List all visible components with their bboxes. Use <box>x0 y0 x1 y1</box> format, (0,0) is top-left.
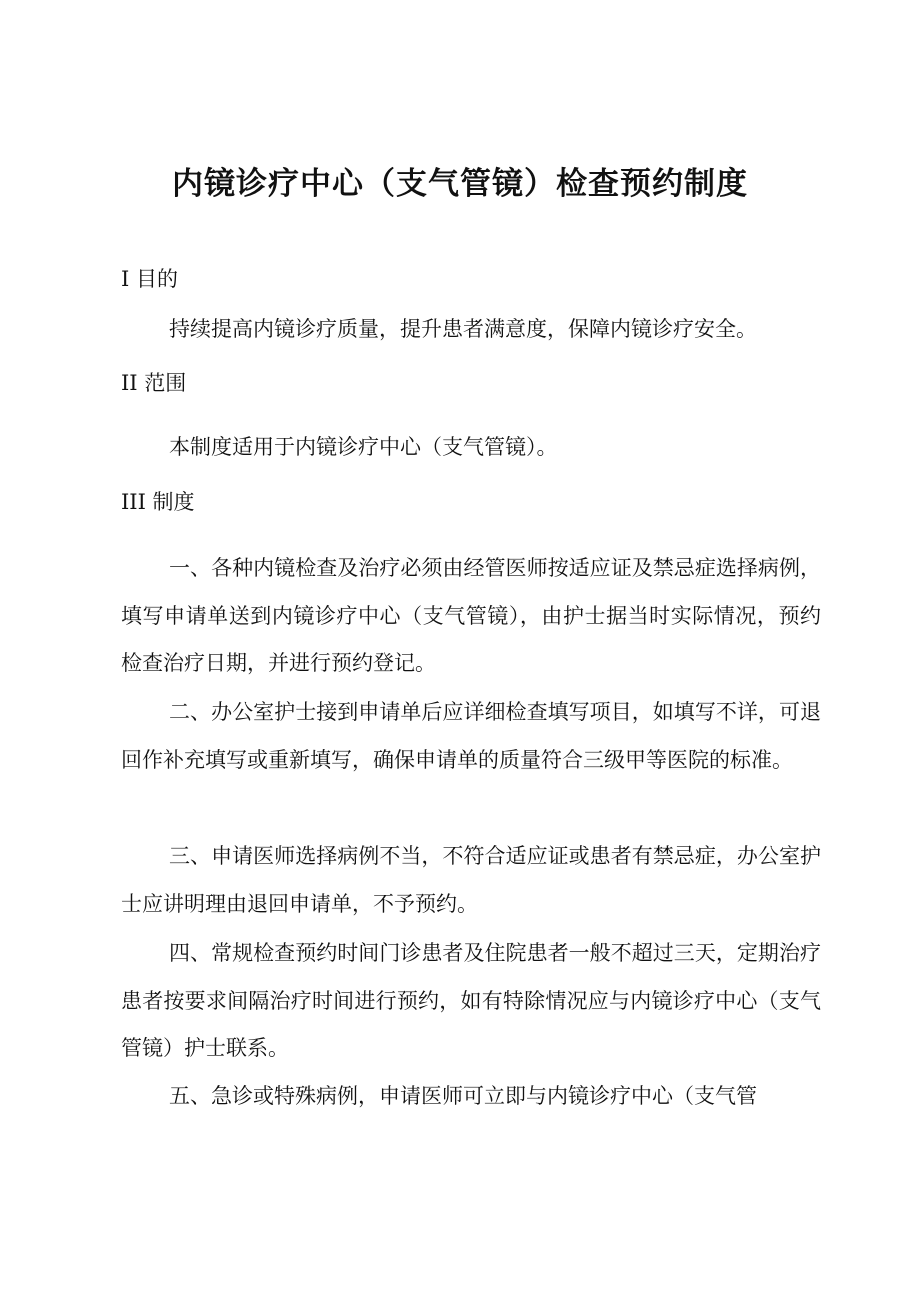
section-heading-purpose: I 目的 <box>121 267 178 291</box>
paragraph-rule-3: 三、申请医师选择病例不当，不符合适应证或患者有禁忌症，办公室护士应讲明理由退回申请单，不予预约。 <box>121 844 821 916</box>
paragraph-scope: 本制度适用于内镜诊疗中心（支气管镜）。 <box>169 435 558 459</box>
paragraph-purpose: 持续提高内镜诊疗质量，提升患者满意度，保障内镜诊疗安全。 <box>169 317 757 341</box>
section-heading-scope: II 范围 <box>121 371 187 395</box>
document-title: 内镜诊疗中心（支气管镜）检查预约制度 <box>172 166 748 202</box>
paragraph-rule-1: 一、各种内镜检查及治疗必须由经管医师按适应证及禁忌症选择病例，填写申请单送到内镜诊疗中心（支气管镜），由护士据当时实际情况，预约检查治疗日期，并进行预约登记。 <box>121 556 821 675</box>
paragraph-rule-5: 五、急诊或特殊病例，申请医师可立即与内镜诊疗中心（支气管 <box>169 1084 757 1108</box>
section-heading-rules: III 制度 <box>121 490 195 514</box>
paragraph-rule-4: 四、常规检查预约时间门诊患者及住院患者一般不超过三天，定期治疗患者按要求间隔治疗时间进行预约，如有特除情况应与内镜诊疗中心（支气管镜）护士联系。 <box>121 941 821 1060</box>
paragraph-rule-2: 二、办公室护士接到申请单后应详细检查填写项目，如填写不详，可退回作补充填写或重新填写，确保申请单的质量符合三级甲等医院的标准。 <box>121 700 821 772</box>
